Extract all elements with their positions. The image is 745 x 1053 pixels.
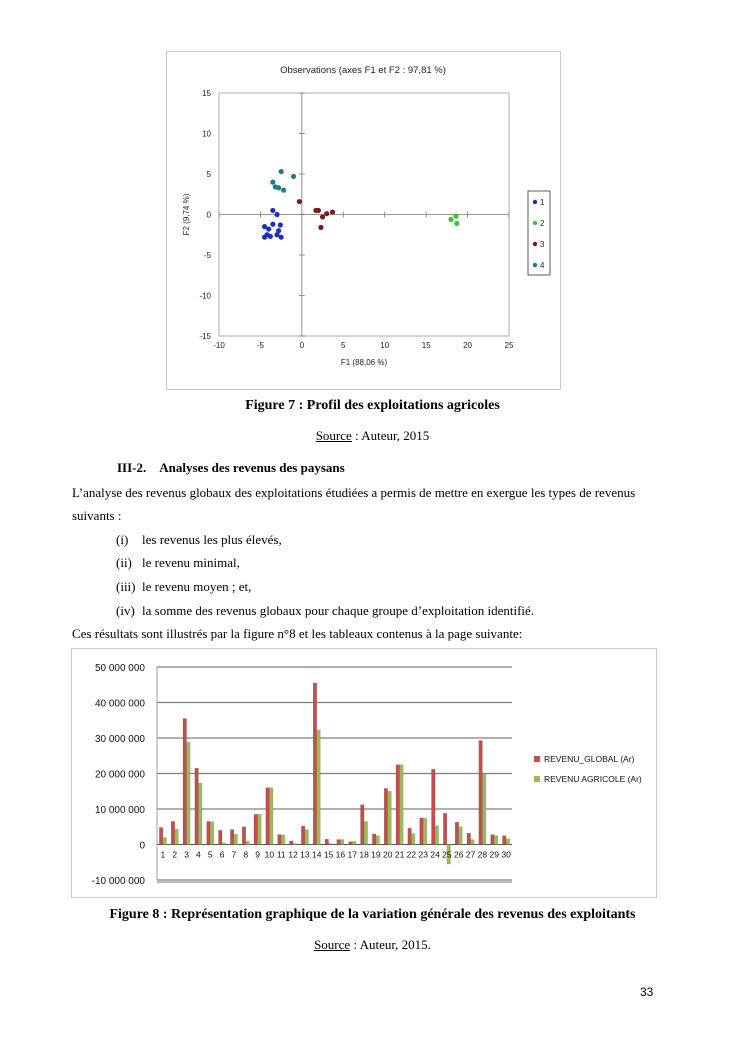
bar-revenu-agricole bbox=[210, 822, 214, 845]
scatter-x-tick-label: 25 bbox=[504, 341, 514, 350]
bar-chart-x-tick-label: 30 bbox=[501, 849, 511, 860]
bar-chart-x-tick-label: 22 bbox=[406, 849, 417, 860]
bar-revenu-global bbox=[254, 814, 258, 844]
bar-revenu-global bbox=[384, 788, 388, 844]
bar-revenu-agricole bbox=[281, 835, 285, 845]
bar-chart-x-tick-label: 15 bbox=[323, 849, 334, 860]
list-item bbox=[116, 602, 534, 619]
scatter-legend-marker bbox=[533, 242, 537, 246]
scatter-y-tick-label: -15 bbox=[199, 332, 211, 341]
scatter-point-group-2 bbox=[454, 221, 459, 226]
list-item-number: (ii) bbox=[116, 555, 132, 570]
list-item-text: le revenu moyen ; et, bbox=[142, 579, 252, 594]
bar-revenu-agricole bbox=[459, 827, 463, 845]
bar-revenu-agricole bbox=[376, 836, 380, 845]
bar-legend-label: REVENU_GLOBAL (Ar) bbox=[544, 754, 635, 764]
bar-revenu-global bbox=[372, 834, 376, 845]
bar-legend-marker bbox=[534, 756, 540, 762]
scatter-x-tick-label: -10 bbox=[213, 341, 225, 350]
bar-revenu-agricole bbox=[187, 742, 191, 844]
scatter-x-tick-label: 15 bbox=[421, 341, 431, 350]
figure7-source bbox=[0, 428, 745, 444]
bar-revenu-agricole bbox=[293, 843, 297, 844]
scatter-point-group-1 bbox=[268, 234, 273, 239]
list-item bbox=[116, 531, 282, 548]
bar-chart-x-tick-label: 7 bbox=[231, 849, 237, 860]
scatter-y-label: F2 (9,74 %) bbox=[182, 193, 191, 236]
bar-revenu-global bbox=[278, 835, 282, 845]
bar-chart-x-tick-label: 1 bbox=[160, 849, 166, 860]
scatter-legend-box bbox=[528, 191, 550, 275]
scatter-point-group-1 bbox=[274, 232, 279, 237]
scatter-point-group-3 bbox=[330, 209, 335, 214]
bar-chart-x-tick-label: 29 bbox=[489, 849, 499, 860]
bar-chart-x-tick-label: 19 bbox=[371, 849, 381, 860]
bar-chart-y-tick-label: -10 000 000 bbox=[91, 876, 145, 887]
scatter-legend-label: 1 bbox=[540, 198, 545, 207]
bar-chart-x-tick-label: 25 bbox=[442, 849, 452, 860]
bar-revenu-global bbox=[431, 769, 435, 844]
bar-chart-x-tick-label: 12 bbox=[288, 849, 298, 860]
bar-revenu-agricole bbox=[494, 836, 498, 845]
scatter-point-group-1 bbox=[266, 226, 271, 231]
bar-chart-x-tick-label: 26 bbox=[454, 849, 464, 860]
scatter-x-tick-label: -5 bbox=[256, 341, 264, 350]
figure7-source-text: : Auteur, 2015 bbox=[351, 428, 430, 443]
bar-revenu-agricole bbox=[163, 837, 167, 844]
bar-chart-x-tick-label: 23 bbox=[418, 849, 428, 860]
bar-revenu-agricole bbox=[258, 814, 262, 844]
bar-chart-y-tick-label: 10 000 000 bbox=[94, 805, 145, 816]
bar-revenu-agricole bbox=[329, 843, 333, 844]
bar-chart-y-tick-label: 30 000 000 bbox=[94, 734, 145, 745]
bar-chart-x-tick-label: 21 bbox=[394, 849, 405, 860]
scatter-x-tick-label: 0 bbox=[299, 341, 305, 350]
bar-revenu-global bbox=[443, 813, 447, 844]
bar-legend-label: REVENU AGRICOLE (Ar) bbox=[544, 774, 642, 784]
bar-revenu-agricole bbox=[364, 821, 368, 844]
bar-chart-x-tick-label: 9 bbox=[255, 849, 260, 860]
closing-paragraph: Ces résultats sont illustrés par la figure n°8 et les tableaux contenus à la page suivante: bbox=[72, 626, 523, 641]
bar-revenu-agricole bbox=[506, 839, 510, 845]
intro-line-2: suivants : bbox=[72, 508, 122, 523]
bar-revenu-global bbox=[337, 840, 341, 845]
scatter-point-group-3 bbox=[297, 199, 302, 204]
bar-revenu-global bbox=[171, 821, 175, 844]
bar-revenu-global bbox=[479, 740, 483, 844]
bar-revenu-agricole bbox=[411, 833, 415, 844]
bar-chart-x-tick-label: 28 bbox=[477, 849, 488, 860]
bar-chart-x-tick-label: 24 bbox=[430, 849, 440, 860]
scatter-point-group-1 bbox=[270, 222, 275, 227]
page-number: 33 bbox=[640, 985, 654, 999]
scatter-point-group-3 bbox=[320, 214, 325, 219]
scatter-point-group-1 bbox=[262, 235, 267, 240]
scatter-title: Observations (axes F1 et F2 : 97,81 %) bbox=[280, 65, 446, 76]
bar-revenu-global bbox=[349, 842, 353, 845]
scatter-legend-marker bbox=[533, 263, 537, 267]
scatter-point-group-4 bbox=[270, 180, 275, 185]
bar-revenu-agricole bbox=[222, 843, 226, 845]
bar-revenu-global bbox=[408, 828, 412, 844]
bar-chart-x-tick-label: 14 bbox=[312, 849, 322, 860]
bar-chart-x-tick-label: 13 bbox=[300, 849, 310, 860]
bar-chart-y-tick-label: 20 000 000 bbox=[94, 769, 145, 781]
scatter-chart bbox=[167, 52, 560, 389]
scatter-x-tick-label: 20 bbox=[463, 341, 473, 350]
bar-chart-x-tick-label: 16 bbox=[335, 849, 346, 860]
bar-chart-x-tick-label: 5 bbox=[207, 849, 213, 860]
bar-revenu-agricole bbox=[423, 818, 427, 844]
figure8-source-text: : Auteur, 2015. bbox=[350, 937, 431, 952]
scatter-point-group-1 bbox=[274, 212, 279, 217]
figure7-source-label: Source bbox=[315, 428, 352, 443]
scatter-x-tick-label: 10 bbox=[380, 341, 390, 350]
list-item-number: (i) bbox=[116, 532, 129, 547]
figure8-chart-frame bbox=[71, 648, 657, 898]
bar-revenu-global bbox=[491, 835, 495, 845]
bar-revenu-global bbox=[183, 718, 187, 844]
scatter-legend-marker bbox=[533, 200, 537, 204]
bar-chart-x-tick-label: 3 bbox=[184, 849, 189, 860]
bar-revenu-agricole bbox=[340, 840, 344, 845]
list-item bbox=[116, 554, 240, 571]
list-item-text: le revenu minimal, bbox=[142, 555, 240, 570]
bar-chart-x-tick-label: 10 bbox=[264, 849, 275, 860]
bar-revenu-agricole bbox=[234, 834, 238, 844]
bar-revenu-global bbox=[289, 841, 293, 845]
bar-chart-x-tick-label: 17 bbox=[347, 849, 357, 860]
bar-revenu-global bbox=[396, 765, 400, 845]
bar-revenu-global bbox=[313, 683, 317, 845]
scatter-point-group-3 bbox=[324, 211, 329, 216]
scatter-point-group-4 bbox=[276, 185, 281, 190]
bar-chart-y-tick-label: 0 bbox=[139, 840, 145, 852]
bar-revenu-global bbox=[360, 805, 364, 845]
bar-revenu-agricole bbox=[175, 829, 179, 844]
bar-revenu-agricole bbox=[198, 783, 202, 844]
scatter-y-tick-label: 5 bbox=[206, 170, 211, 179]
scatter-point-group-2 bbox=[453, 214, 458, 219]
bar-revenu-global bbox=[455, 822, 459, 844]
bar-revenu-agricole bbox=[246, 841, 250, 845]
scatter-point-group-3 bbox=[318, 225, 323, 230]
figure8-source-label: Source bbox=[314, 937, 351, 952]
scatter-y-tick-label: 10 bbox=[202, 129, 211, 139]
scatter-point-group-1 bbox=[270, 208, 275, 213]
scatter-y-tick-label: 15 bbox=[202, 89, 211, 98]
bar-chart-x-tick-label: 27 bbox=[465, 849, 476, 860]
scatter-point-group-1 bbox=[278, 222, 283, 227]
bar-revenu-agricole bbox=[305, 830, 309, 845]
bar-chart-y-tick-label: 40 000 000 bbox=[94, 698, 145, 710]
bar-chart-y-tick-label: 50 000 000 bbox=[94, 663, 145, 674]
figure8-caption: Figure 8 : Représentation graphique de la variation générale des revenus des exploitants bbox=[109, 907, 636, 922]
list-item bbox=[116, 578, 251, 595]
bar-revenu-global bbox=[301, 826, 305, 844]
bar-revenu-agricole bbox=[388, 791, 392, 844]
bar-revenu-global bbox=[195, 768, 199, 844]
scatter-y-tick-label: -5 bbox=[203, 251, 211, 260]
bar-revenu-global bbox=[230, 830, 234, 845]
scatter-legend-marker bbox=[533, 221, 537, 225]
bar-chart-x-tick-label: 20 bbox=[383, 849, 393, 860]
bar-revenu-global bbox=[502, 836, 506, 845]
scatter-point-group-4 bbox=[279, 169, 284, 174]
figure8-source bbox=[0, 937, 745, 953]
bar-chart-x-tick-label: 11 bbox=[276, 849, 286, 860]
bar-chart bbox=[72, 649, 656, 897]
bar-revenu-global bbox=[266, 788, 270, 845]
scatter-y-tick-label: -10 bbox=[199, 291, 211, 301]
list-item-text: la somme des revenus globaux pour chaque groupe d’exploitation identifié. bbox=[142, 603, 535, 618]
scatter-legend-label: 2 bbox=[540, 219, 545, 228]
bar-chart-x-tick-label: 4 bbox=[196, 849, 201, 860]
scatter-point-group-3 bbox=[316, 208, 321, 213]
scatter-y-tick-label: 0 bbox=[206, 210, 211, 220]
bar-revenu-agricole bbox=[482, 774, 486, 845]
bar-legend-marker bbox=[534, 776, 540, 782]
scatter-point-group-4 bbox=[291, 174, 296, 179]
bar-revenu-global bbox=[218, 830, 222, 844]
bar-chart-x-tick-label: 2 bbox=[172, 849, 178, 860]
bar-revenu-global bbox=[467, 833, 471, 844]
list-item-number: (iii) bbox=[116, 579, 136, 594]
scatter-x-label: F1 (88,06 %) bbox=[340, 358, 388, 367]
bar-revenu-global bbox=[242, 827, 246, 845]
bar-chart-x-tick-label: 18 bbox=[359, 849, 369, 860]
scatter-point-group-4 bbox=[281, 188, 286, 193]
bar-chart-x-tick-label: 8 bbox=[243, 849, 249, 860]
intro-line-1: L’analyse des revenus globaux des exploitations étudiées a permis de mettre en exergue les types de revenus bbox=[72, 485, 636, 500]
bar-revenu-agricole bbox=[269, 788, 273, 845]
bar-revenu-agricole bbox=[435, 826, 439, 845]
scatter-x-tick-label: 5 bbox=[341, 341, 346, 350]
list-item-text: les revenus les plus élevés, bbox=[142, 532, 282, 547]
section-heading: III-2. Analyses des revenus des paysans bbox=[117, 460, 345, 475]
bar-revenu-global bbox=[207, 821, 211, 844]
bar-revenu-agricole bbox=[400, 765, 404, 845]
figure7-chart-frame bbox=[166, 51, 561, 390]
bar-revenu-global bbox=[420, 818, 424, 845]
bar-chart-x-tick-label: 6 bbox=[219, 849, 225, 860]
bar-revenu-agricole bbox=[352, 841, 356, 844]
bar-revenu-global bbox=[325, 839, 329, 844]
bar-revenu-agricole bbox=[471, 840, 475, 845]
list-item-number: (iv) bbox=[116, 603, 135, 618]
bar-revenu-global bbox=[159, 827, 163, 844]
figure7-caption: Figure 7 : Profil des exploitations agricoles bbox=[245, 398, 500, 413]
scatter-legend-label: 3 bbox=[540, 240, 545, 249]
scatter-point-group-2 bbox=[448, 217, 453, 222]
scatter-legend-label: 4 bbox=[540, 261, 545, 270]
bar-revenu-agricole bbox=[317, 730, 321, 845]
